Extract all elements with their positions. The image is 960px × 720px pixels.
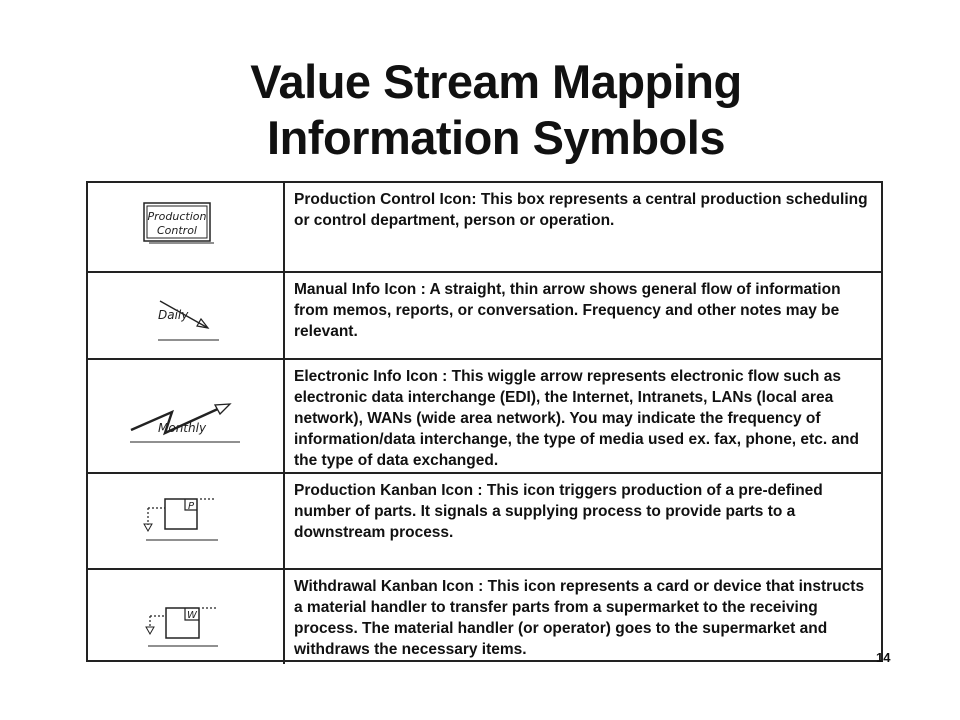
symbol-text: : This wiggle arrow represents electronic flow such as electronic data interchange (EDI), the Internet, Intranets, LANs (local area network), WANs (wide area network). You may indicate the frequency of information/data interchange, the type of media used ex. fax, phone, etc. and the type of data exchanged. [294, 368, 859, 469]
symbol-name: Withdrawal Kanban Icon [294, 578, 474, 595]
icon-cell [88, 474, 285, 568]
icon-cell [88, 360, 285, 472]
table-row [88, 358, 881, 472]
table-row [88, 472, 881, 568]
table-row [88, 183, 881, 271]
symbol-name: Electronic Info Icon [294, 368, 438, 385]
row-description [294, 366, 874, 471]
icon-label: Daily [158, 308, 189, 322]
row-description [294, 576, 874, 660]
manual-info-icon [88, 273, 285, 360]
icon-label: Monthly [158, 421, 207, 435]
icon-label: Control [156, 224, 198, 237]
symbol-text: : A straight, thin arrow shows general flow of information from memos, reports, or conversation. Frequency and other notes may be relevant. [294, 281, 841, 340]
page-number: 14 [876, 650, 891, 665]
title-line-2: Information Symbols [267, 111, 725, 164]
icon-label: P [187, 501, 195, 512]
icon-label: W [187, 610, 197, 621]
symbol-text: : This box represents a central production scheduling or control department, person or operation. [294, 191, 868, 229]
table-row [88, 568, 881, 664]
withdrawal-kanban-icon [88, 570, 285, 666]
symbols-table [86, 181, 883, 662]
symbol-name: Manual Info Icon [294, 281, 417, 298]
title-line-1: Value Stream Mapping [250, 55, 742, 108]
symbol-text: : This icon represents a card or device that instructs a material handler to transfer parts from a supermarket to the receiving process. The material handler (or operator) goes to the supermarket and withdraws the necessary items. [294, 578, 865, 658]
icon-cell [88, 570, 285, 664]
symbol-name: Production Control Icon [294, 191, 472, 208]
row-description [294, 279, 874, 342]
row-description [294, 480, 874, 543]
symbol-name: Production Kanban Icon [294, 482, 474, 499]
icon-cell [88, 273, 285, 358]
production-kanban-icon [88, 474, 285, 570]
table-row [88, 271, 881, 358]
symbol-text: : This icon triggers production of a pre-defined number of parts. It signals a supplying process to provide parts to a downstream process. [294, 482, 823, 541]
production-control-icon [88, 183, 285, 271]
electronic-info-icon [88, 360, 285, 474]
row-description [294, 189, 874, 231]
page-title [0, 54, 960, 166]
icon-label: Production [147, 210, 207, 223]
icon-cell [88, 183, 285, 271]
